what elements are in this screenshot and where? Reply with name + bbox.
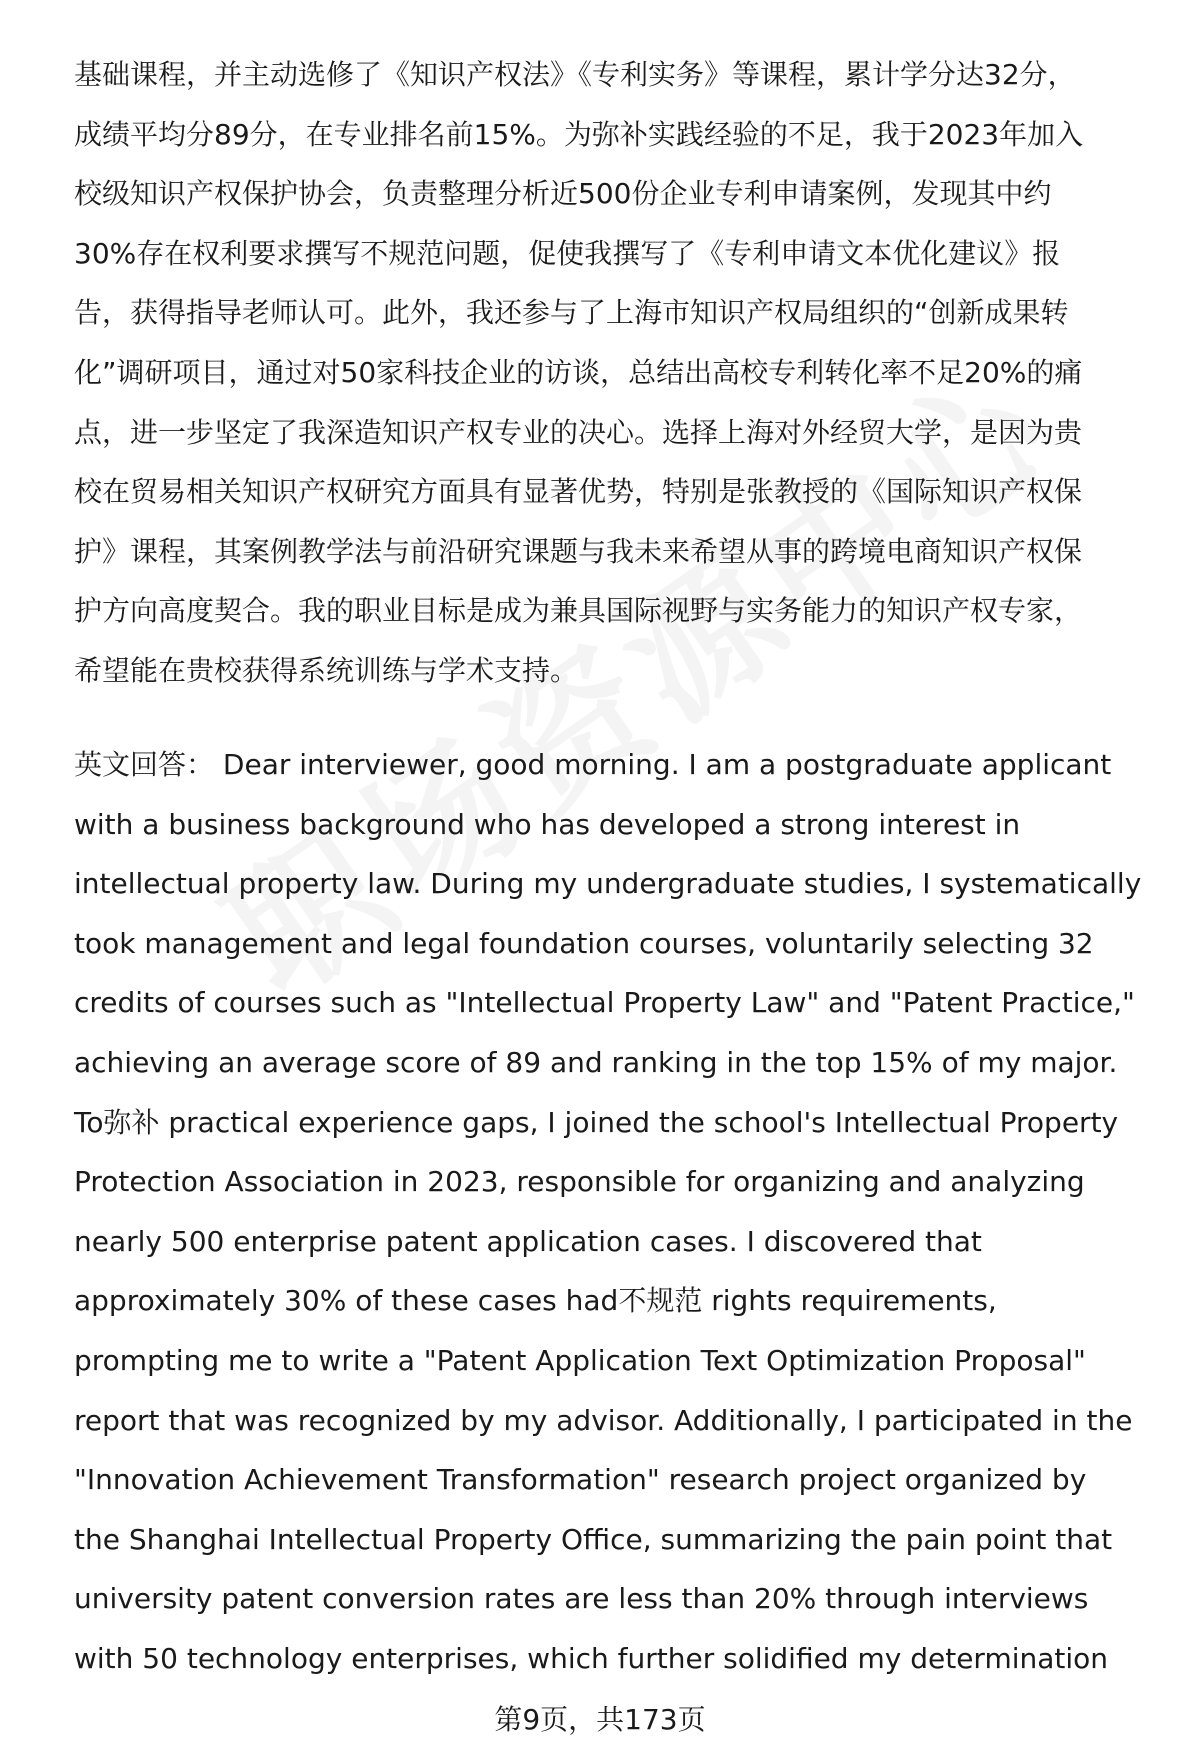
- text-line: university patent conversion rates are less than 20% through interviews: [74, 1582, 1089, 1616]
- text-line: report that was recognized by my advisor. Additionally, I participated in the: [74, 1403, 1133, 1437]
- english-paragraph: [74, 745, 1164, 1699]
- text-line: with 50 technology enterprises, which further solidified my determination: [74, 1641, 1109, 1675]
- text-line: 校级知识产权保护协会，负责整理分析近500份企业专利申请案例，发现其中约: [74, 177, 1052, 211]
- text-line: 点，进一步坚定了我深造知识产权专业的决心。选择上海对外经贸大学，是因为贵: [74, 415, 1083, 449]
- text-line: 化”调研项目，通过对50家科技企业的访谈，总结出高校专利转化率不足20%的痛: [74, 355, 1083, 389]
- text-line: 英文回答： Dear interviewer, good morning. I am a postgraduate applicant: [74, 748, 1112, 781]
- page-number-footer: 第9页，共173页: [494, 1703, 706, 1736]
- text-line: 希望能在贵校获得系统训练与学术支持。: [74, 653, 579, 687]
- text-line: 30%存在权利要求撰写不规范问题，促使我撰写了《专利申请文本优化建议》报: [74, 236, 1061, 270]
- text-line: "Innovation Achievement Transformation" research project organized by: [74, 1463, 1087, 1497]
- text-line: took management and legal foundation courses, voluntarily selecting 32: [74, 926, 1094, 960]
- text-line: Protection Association in 2023, responsible for organizing and analyzing: [74, 1165, 1085, 1199]
- text-line: approximately 30% of these cases had不规范 rights requirements,: [74, 1284, 997, 1318]
- text-line: To弥补 practical experience gaps, I joined the school's Intellectual Property: [74, 1105, 1119, 1139]
- text-line: 校在贸易相关知识产权研究方面具有显著优势，特别是张教授的《国际知识产权保: [74, 475, 1083, 509]
- text-line: prompting me to write a "Patent Application Text Optimization Proposal": [74, 1343, 1086, 1377]
- text-line: credits of courses such as "Intellectual Property Law" and "Patent Practice,": [74, 986, 1135, 1020]
- text-line: nearly 500 enterprise patent application cases. I discovered that: [74, 1224, 982, 1258]
- text-line: with a business background who has developed a strong interest in: [74, 807, 1021, 841]
- text-line: 护》课程，其案例教学法与前沿研究课题与我未来希望从事的跨境电商知识产权保: [74, 534, 1083, 568]
- chinese-paragraph: [74, 55, 1164, 711]
- text-line: 护方向高度契合。我的职业目标是成为兼具国际视野与实务能力的知识产权专家，: [74, 594, 1083, 628]
- text-line: the Shanghai Intellectual Property Office, summarizing the pain point that: [74, 1522, 1113, 1556]
- text-line: achieving an average score of 89 and ranking in the top 15% of my major.: [74, 1045, 1118, 1079]
- text-line: 成绩平均分89分，在专业排名前15%。为弥补实践经验的不足，我于2023年加入: [74, 117, 1084, 151]
- text-line: 基础课程，并主动选修了《知识产权法》《专利实务》等课程，累计学分达32分，: [74, 58, 1076, 91]
- text-line: intellectual property law. During my undergraduate studies, I systematically: [74, 867, 1142, 901]
- text-line: 告，获得指导老师认可。此外，我还参与了上海市知识产权局组织的“创新成果转: [74, 296, 1069, 330]
